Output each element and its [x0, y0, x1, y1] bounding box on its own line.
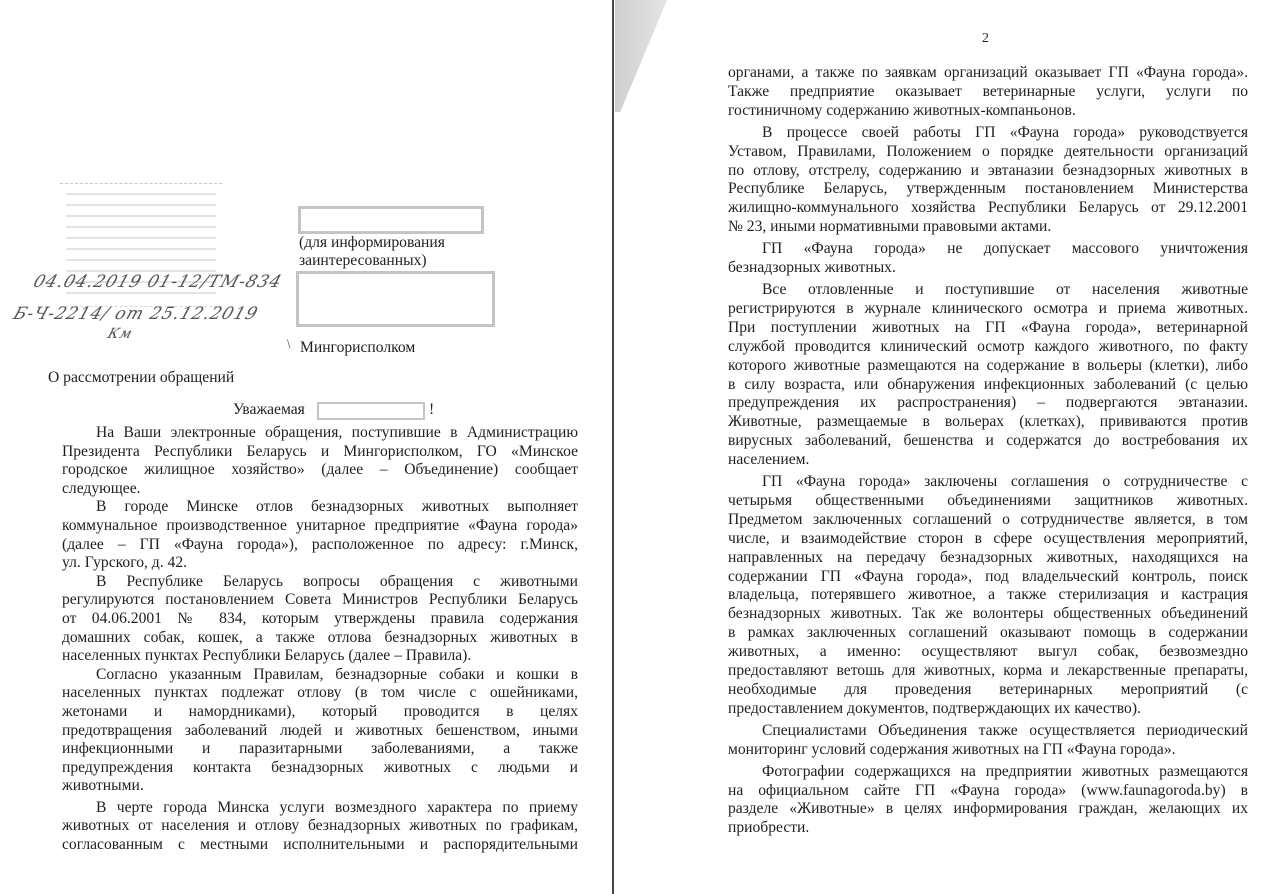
text-line: домашних собак, кошек, а также отлова безнадзорных животных в — [62, 628, 578, 646]
salutation: Уважаемая — [233, 401, 305, 418]
text-line: коммунальное производственное унитарное предприятие «Фауна города» — [62, 516, 578, 534]
text-line: Согласно указанным Правилам, безнадзорные собаки и кошки в — [96, 665, 578, 683]
text-line: Животные, размещаемые в вольерах (клетках), прививаются против — [728, 413, 1248, 431]
text-line: предотвращения заболеваний людей и животных бешенством, иными — [62, 721, 578, 739]
text-line: населенных пунктах Республики Беларусь (далее – Правила). — [62, 647, 472, 665]
text-line: органами, а также по заявкам организаций оказывает ГП «Фауна города». — [728, 64, 1248, 81]
text-line: безнадзорных животных. Так же волонтеры общественных объединений — [728, 605, 1248, 623]
letter-body-page-1 — [62, 424, 578, 855]
paragraph — [62, 799, 578, 855]
text-line: ГП «Фауна города» заключены соглашения о сотрудничестве с — [762, 473, 1248, 491]
text-line: следующее. — [62, 479, 141, 497]
recipient-org: Мингорисполком — [300, 339, 416, 356]
paragraph — [728, 281, 1248, 470]
paragraph — [62, 666, 578, 796]
text-line: предоставлением документов, подтверждающих их качество). — [728, 699, 1141, 717]
text-line: Республике Беларусь, утвержденным постановлением Министерства — [728, 180, 1248, 198]
paragraph — [728, 64, 1248, 121]
text-line: жилищно-коммунального хозяйства Республики Беларусь от 29.12.2001 — [728, 199, 1248, 217]
text-line: В Республике Беларусь вопросы обращения с животными — [96, 572, 578, 590]
document-subject: О рассмотрении обращений — [48, 369, 235, 386]
paragraph — [728, 763, 1248, 839]
text-line: гостиничному содержанию животных-компаньонов. — [728, 101, 1076, 119]
paragraph — [728, 240, 1248, 278]
text-line: В процессе своей работы ГП «Фауна города» руководствуется — [762, 123, 1248, 141]
text-line: разделе «Животные» в целях информирования граждан, желающих их — [728, 800, 1248, 818]
text-line: содержании ГП «Фауна города», под владельческий контроль, поиск — [728, 567, 1248, 585]
text-line: городское жилищное хозяйство» (далее – Объединение) сообщает — [62, 461, 578, 479]
check-mark-icon: / — [282, 336, 295, 351]
text-line: животными. — [62, 777, 144, 795]
handwritten-initials: Км — [105, 326, 136, 342]
recipient-note-line-1: (для информирования — [299, 234, 445, 251]
text-line: населенных пунктах подлежат отлову (в том числе с ошейниками, — [62, 684, 578, 702]
text-line: № 23, иными нормативными правовыми актами. — [728, 218, 1052, 236]
paragraph — [62, 573, 578, 666]
recipient-note-line-2: заинтересованных) — [299, 252, 427, 269]
salutation-exclamation: ! — [429, 401, 435, 418]
letter-body-page-2 — [728, 64, 1248, 838]
text-line: При поступлении животных на ГП «Фауна города», ветеринарной — [728, 318, 1248, 336]
text-line: в рамках заключенных соглашений оказывают помощь в содержании — [728, 624, 1248, 642]
text-line: В черте города Минска услуги возмездного характера по приему — [96, 798, 578, 816]
page-1 — [0, 0, 612, 894]
text-line: в силу возраста, или обнаружения инфекционных заболеваний (с целью — [728, 375, 1248, 393]
paragraph — [62, 424, 578, 498]
text-line: ГП «Фауна города» не допускает массового уничтожения — [762, 240, 1248, 258]
text-line: регистрируются в журнале клинического осмотра и приема животных. — [728, 299, 1248, 317]
text-line: которого животные размещаются на содержание в вольеры (клетки), либо — [728, 356, 1248, 374]
handwritten-reference: Б-Ч-2214/ от 25.12.2019 — [10, 304, 261, 324]
redacted-addressee-name — [317, 402, 425, 420]
text-line: Фотографии содержащихся на предприятии животных размещаются — [762, 762, 1248, 780]
text-line: на официальном сайте ГП «Фауна города» (www.faunagoroda.by) в — [728, 781, 1248, 799]
text-line: инфекционными и паразитарными заболеваниями, а также — [62, 740, 578, 758]
text-line: приобрести. — [728, 819, 810, 837]
text-line: населением. — [728, 451, 810, 469]
text-line: направленных на передачу безнадзорных животных, находящихся на — [728, 548, 1248, 566]
text-line: мониторинг условий содержания животных на ГП «Фауна города». — [728, 740, 1176, 758]
text-line: ул. Гурского, д. 42. — [62, 554, 188, 572]
text-line: В городе Минске отлов безнадзорных животных выполняет — [96, 498, 578, 516]
text-line: регулируются постановлением Совета Министров Республики Беларусь — [62, 591, 578, 609]
text-line: предоставляют ветошь для животных, корма и лекарственные препараты, — [728, 662, 1248, 680]
text-line: (далее – ГП «Фауна города»), расположенное по адресу: г.Минск, — [62, 535, 578, 553]
text-line: предупреждения контакта безнадзорных животных с людьми и — [62, 758, 578, 776]
text-line: Специалистами Объединения также осуществляется периодический — [762, 721, 1248, 739]
paragraph — [728, 473, 1248, 719]
text-line: животных от населения и отлову безнадзорных животных по графикам, — [62, 817, 578, 835]
paragraph — [728, 124, 1248, 237]
text-line: службой проводится клинический осмотр каждого животного, по факту — [728, 337, 1248, 355]
redacted-recipient-name — [298, 206, 484, 234]
text-line: животных, а именно: осуществляют выгул собак, безвозмездно — [728, 643, 1248, 661]
text-line: безнадзорных животных. — [728, 259, 896, 277]
text-line: предупреждения их распространения) – подвергаются эвтаназии. — [728, 394, 1248, 412]
page-divider — [612, 0, 614, 894]
handwritten-registration-number: 04.04.2019 01-12/ТМ-834 — [30, 272, 285, 292]
text-line: владельца, потерявшего животное, а также стерилизация и кастрация — [728, 586, 1248, 604]
text-line: Предметом заключенных соглашений о сотрудничестве является, в том — [728, 510, 1248, 528]
text-line: Также предприятие оказывает ветеринарные услуги, услуги по — [728, 82, 1248, 100]
text-line: четырьмя общественными объединениями защитников животных. — [728, 491, 1248, 509]
text-line: вирусных заболеваний, бешенства и содержатся до востребования их — [728, 432, 1248, 450]
text-line: Президента Республики Беларусь и Мингорисполком, ГО «Минское — [62, 442, 578, 460]
text-line: согласованным с местными исполнительными и распорядительными — [62, 836, 578, 854]
text-line: от 04.06.2001 № 834, которым утверждены правила содержания — [62, 609, 578, 627]
page-number: 2 — [982, 31, 989, 46]
text-line: Уставом, Правилами, Положением о порядке деятельности организаций — [728, 142, 1248, 160]
paragraph — [728, 722, 1248, 760]
redacted-recipient-address — [296, 271, 495, 327]
paragraph — [62, 498, 578, 572]
text-line: числе, и взаимодействие сторон в сфере осуществления мероприятий, — [728, 529, 1248, 547]
text-line: по отлову, отстрелу, содержанию и эвтаназии безнадзорных животных в — [728, 161, 1248, 179]
text-line: Все отловленные и поступившие от населения животные — [762, 280, 1248, 298]
text-line: На Ваши электронные обращения, поступившие в Администрацию — [96, 424, 578, 441]
text-line: необходимые для проведения ветеринарных мероприятий (с — [728, 681, 1248, 698]
text-line: жетонами и намордниками), который проводится в целях — [62, 702, 578, 720]
